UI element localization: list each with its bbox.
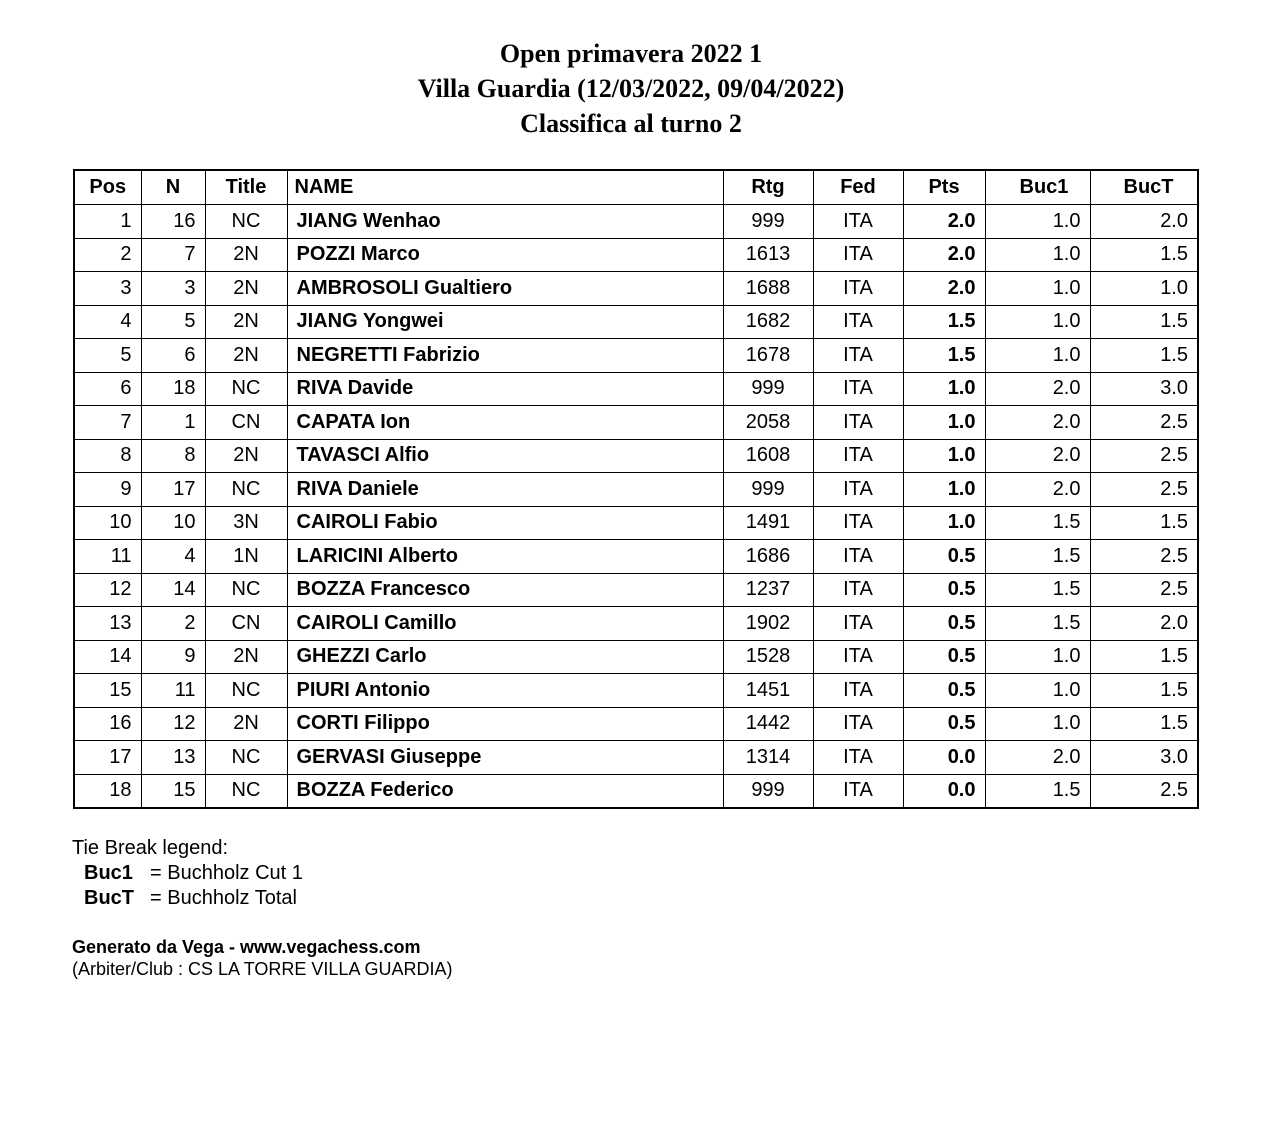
cell-number: 15 [141,774,205,808]
cell-buct: 2.0 [1090,607,1198,641]
cell-rating: 1237 [723,573,813,607]
cell-points: 1.5 [903,305,985,339]
table-row [74,372,1198,406]
cell-buc1: 1.5 [985,774,1090,808]
cell-number: 7 [141,238,205,272]
cell-points: 2.0 [903,238,985,272]
cell-federation: ITA [813,406,903,440]
table-row [74,774,1198,808]
column-header-rtg: Rtg [723,170,813,205]
cell-player-name: POZZI Marco [287,238,723,272]
cell-federation: ITA [813,573,903,607]
cell-buct: 2.0 [1090,205,1198,239]
cell-player-name: JIANG Yongwei [287,305,723,339]
cell-title: 2N [205,707,287,741]
table-row [74,573,1198,607]
cell-buct: 2.5 [1090,774,1198,808]
cell-federation: ITA [813,506,903,540]
cell-buct: 1.5 [1090,707,1198,741]
cell-title: 2N [205,272,287,306]
cell-federation: ITA [813,272,903,306]
cell-number: 12 [141,707,205,741]
cell-title: NC [205,473,287,507]
cell-points: 1.0 [903,439,985,473]
table-row [74,238,1198,272]
cell-player-name: RIVA Daniele [287,473,723,507]
cell-points: 0.5 [903,573,985,607]
cell-player-name: PIURI Antonio [287,674,723,708]
standings-table [73,169,1199,809]
cell-buc1: 1.0 [985,238,1090,272]
cell-buc1: 1.5 [985,607,1090,641]
cell-rating: 999 [723,372,813,406]
cell-buct: 1.5 [1090,640,1198,674]
cell-pos: 18 [74,774,141,808]
cell-player-name: LARICINI Alberto [287,540,723,574]
cell-player-name: CORTI Filippo [287,707,723,741]
tournament-venue-dates: Villa Guardia (12/03/2022, 09/04/2022) [417,74,845,103]
cell-number: 16 [141,205,205,239]
cell-buc1: 1.5 [985,506,1090,540]
cell-player-name: CAIROLI Fabio [287,506,723,540]
column-header-buct: BucT [1090,170,1198,205]
legend-item [72,861,303,886]
cell-title: CN [205,406,287,440]
cell-pos: 13 [74,607,141,641]
cell-title: NC [205,205,287,239]
column-header-pts: Pts [903,170,985,205]
cell-points: 2.0 [903,205,985,239]
cell-player-name: CAIROLI Camillo [287,607,723,641]
cell-federation: ITA [813,372,903,406]
cell-buc1: 1.0 [985,640,1090,674]
cell-points: 1.0 [903,473,985,507]
cell-buct: 1.5 [1090,339,1198,373]
cell-federation: ITA [813,741,903,775]
cell-federation: ITA [813,774,903,808]
cell-federation: ITA [813,205,903,239]
cell-player-name: RIVA Davide [287,372,723,406]
cell-federation: ITA [813,473,903,507]
cell-player-name: AMBROSOLI Gualtiero [287,272,723,306]
cell-player-name: BOZZA Federico [287,774,723,808]
cell-number: 2 [141,607,205,641]
cell-buc1: 2.0 [985,372,1090,406]
cell-buc1: 1.5 [985,540,1090,574]
table-row [74,707,1198,741]
column-header-name: NAME [287,170,723,205]
cell-pos: 12 [74,573,141,607]
cell-buct: 2.5 [1090,406,1198,440]
cell-pos: 1 [74,205,141,239]
cell-number: 18 [141,372,205,406]
cell-buc1: 1.0 [985,205,1090,239]
cell-points: 0.5 [903,540,985,574]
cell-points: 0.0 [903,774,985,808]
table-row [74,305,1198,339]
table-row [74,473,1198,507]
cell-title: NC [205,372,287,406]
cell-pos: 14 [74,640,141,674]
report-footer [72,936,452,980]
cell-rating: 1682 [723,305,813,339]
cell-number: 14 [141,573,205,607]
cell-rating: 1528 [723,640,813,674]
cell-pos: 15 [74,674,141,708]
arbiter-club: (Arbiter/Club : CS LA TORRE VILLA GUARDIA) [72,959,453,979]
legend-item [72,886,303,911]
cell-number: 13 [141,741,205,775]
cell-title: 2N [205,305,287,339]
cell-points: 0.0 [903,741,985,775]
table-row [74,607,1198,641]
table-row [74,741,1198,775]
cell-pos: 17 [74,741,141,775]
cell-buct: 1.5 [1090,506,1198,540]
cell-rating: 1314 [723,741,813,775]
cell-rating: 1678 [723,339,813,373]
cell-buct: 2.5 [1090,573,1198,607]
table-row [74,640,1198,674]
cell-number: 1 [141,406,205,440]
legend-key: BucT [84,887,134,909]
table-row [74,506,1198,540]
tie-break-legend [72,836,303,911]
cell-buct: 1.0 [1090,272,1198,306]
cell-player-name: CAPATA Ion [287,406,723,440]
cell-title: 3N [205,506,287,540]
cell-rating: 2058 [723,406,813,440]
cell-buc1: 2.0 [985,439,1090,473]
cell-buc1: 2.0 [985,473,1090,507]
cell-pos: 11 [74,540,141,574]
cell-player-name: GERVASI Giuseppe [287,741,723,775]
cell-federation: ITA [813,640,903,674]
cell-pos: 3 [74,272,141,306]
cell-number: 11 [141,674,205,708]
column-header-title: Title [205,170,287,205]
cell-pos: 16 [74,707,141,741]
cell-title: 2N [205,238,287,272]
cell-points: 1.5 [903,339,985,373]
cell-federation: ITA [813,439,903,473]
cell-buc1: 1.0 [985,674,1090,708]
tournament-title: Open primavera 2022 1 [499,39,763,68]
cell-buct: 1.5 [1090,674,1198,708]
cell-rating: 1442 [723,707,813,741]
cell-player-name: BOZZA Francesco [287,573,723,607]
cell-rating: 1902 [723,607,813,641]
cell-title: 2N [205,640,287,674]
cell-buct: 3.0 [1090,741,1198,775]
cell-player-name: TAVASCI Alfio [287,439,723,473]
cell-pos: 8 [74,439,141,473]
cell-number: 3 [141,272,205,306]
cell-number: 6 [141,339,205,373]
cell-points: 0.5 [903,640,985,674]
legend-heading: Tie Break legend: [72,837,229,859]
cell-pos: 6 [74,372,141,406]
cell-points: 0.5 [903,607,985,641]
cell-title: 1N [205,540,287,574]
cell-number: 10 [141,506,205,540]
standings-subtitle: Classifica al turno 2 [520,109,742,138]
cell-number: 4 [141,540,205,574]
cell-title: NC [205,774,287,808]
cell-rating: 999 [723,205,813,239]
cell-number: 9 [141,640,205,674]
cell-buct: 3.0 [1090,372,1198,406]
cell-rating: 1686 [723,540,813,574]
cell-pos: 5 [74,339,141,373]
cell-title: 2N [205,439,287,473]
cell-number: 17 [141,473,205,507]
table-row [74,674,1198,708]
cell-pos: 7 [74,406,141,440]
cell-rating: 999 [723,774,813,808]
cell-rating: 1608 [723,439,813,473]
column-header-pos: Pos [74,170,141,205]
table-row [74,540,1198,574]
legend-value: = Buchholz Cut 1 [150,862,303,884]
cell-player-name: JIANG Wenhao [287,205,723,239]
table-header-row [74,170,1198,205]
cell-buc1: 1.0 [985,305,1090,339]
table-body [74,205,1198,809]
cell-rating: 1451 [723,674,813,708]
cell-buct: 1.5 [1090,238,1198,272]
column-header-buc1: Buc1 [985,170,1090,205]
cell-player-name: NEGRETTI Fabrizio [287,339,723,373]
cell-points: 0.5 [903,674,985,708]
table-row [74,272,1198,306]
cell-pos: 9 [74,473,141,507]
cell-rating: 1491 [723,506,813,540]
cell-federation: ITA [813,540,903,574]
cell-buct: 1.5 [1090,305,1198,339]
column-header-n: N [141,170,205,205]
cell-federation: ITA [813,305,903,339]
cell-rating: 1613 [723,238,813,272]
table-row [74,406,1198,440]
cell-title: NC [205,674,287,708]
cell-title: NC [205,741,287,775]
cell-federation: ITA [813,674,903,708]
cell-federation: ITA [813,707,903,741]
column-header-fed: Fed [813,170,903,205]
cell-pos: 2 [74,238,141,272]
report-header [0,36,1262,141]
cell-player-name: GHEZZI Carlo [287,640,723,674]
legend-key: Buc1 [84,862,133,884]
cell-rating: 999 [723,473,813,507]
cell-buc1: 1.0 [985,339,1090,373]
cell-rating: 1688 [723,272,813,306]
cell-number: 5 [141,305,205,339]
cell-points: 1.0 [903,406,985,440]
cell-pos: 4 [74,305,141,339]
cell-buc1: 1.0 [985,707,1090,741]
cell-buct: 2.5 [1090,473,1198,507]
cell-buc1: 2.0 [985,406,1090,440]
cell-points: 0.5 [903,707,985,741]
cell-buct: 2.5 [1090,540,1198,574]
cell-points: 2.0 [903,272,985,306]
cell-points: 1.0 [903,506,985,540]
table-row [74,205,1198,239]
table-row [74,439,1198,473]
cell-title: CN [205,607,287,641]
cell-federation: ITA [813,607,903,641]
cell-federation: ITA [813,238,903,272]
cell-number: 8 [141,439,205,473]
cell-buc1: 1.0 [985,272,1090,306]
cell-title: NC [205,573,287,607]
cell-federation: ITA [813,339,903,373]
legend-value: = Buchholz Total [150,887,297,909]
cell-title: 2N [205,339,287,373]
cell-buc1: 1.5 [985,573,1090,607]
cell-pos: 10 [74,506,141,540]
table-row [74,339,1198,373]
cell-points: 1.0 [903,372,985,406]
cell-buct: 2.5 [1090,439,1198,473]
cell-buc1: 2.0 [985,741,1090,775]
generator-credit: Generato da Vega - www.vegachess.com [72,937,421,957]
